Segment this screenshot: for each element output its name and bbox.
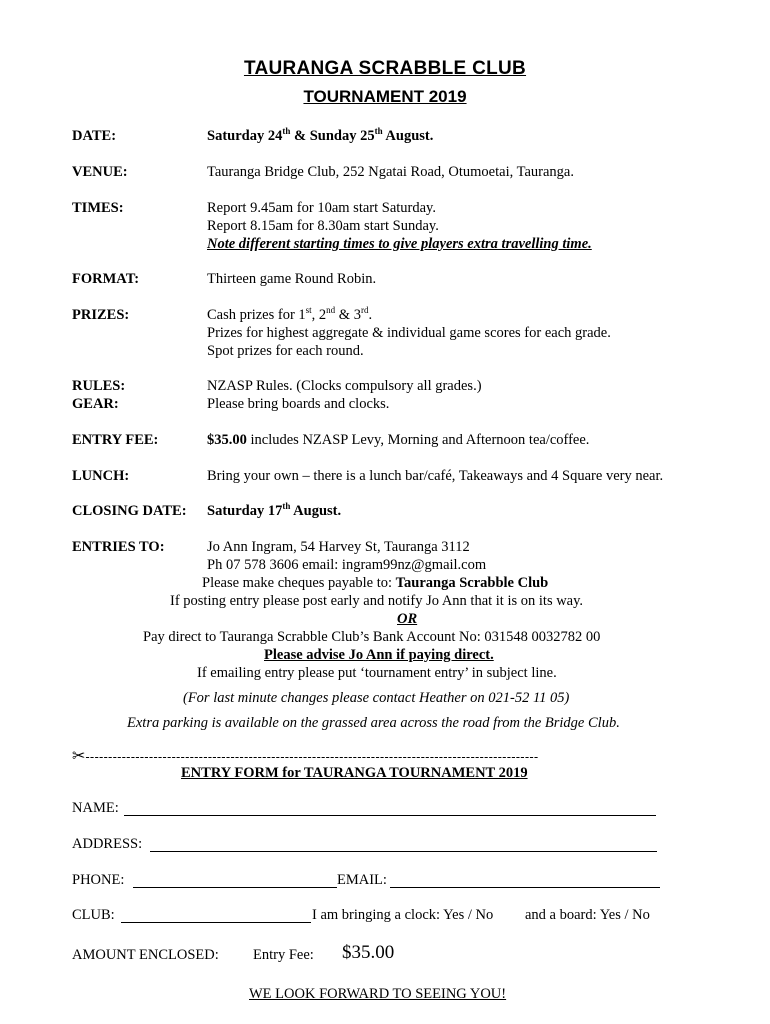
- entries-contact: Ph 07 578 3606 email: ingram99nz@gmail.com: [207, 557, 487, 573]
- date-value: Saturday 24th & Sunday 25th August.: [207, 126, 434, 144]
- advise-line: Please advise Jo Ann if paying direct.: [264, 647, 494, 663]
- closing-date-label: CLOSING DATE:: [72, 503, 187, 519]
- times-label: TIMES:: [72, 200, 124, 216]
- lunch-value: Bring your own – there is a lunch bar/café, Takeaways and 4 Square very near.: [207, 468, 664, 484]
- cut-line: [72, 746, 538, 765]
- address-label: ADDRESS:: [72, 836, 143, 852]
- prizes-line2: Prizes for highest aggregate & individual game scores for each grade.: [207, 325, 611, 341]
- name-label: NAME:: [72, 800, 119, 816]
- email-field[interactable]: [390, 887, 660, 888]
- email-label: EMAIL:: [337, 872, 387, 888]
- times-line2: Report 8.15am for 8.30am start Sunday.: [207, 218, 439, 234]
- entry-fee-label: ENTRY FEE:: [72, 432, 159, 448]
- phone-label: PHONE:: [72, 872, 125, 888]
- venue-label: VENUE:: [72, 164, 128, 180]
- closing-message: WE LOOK FORWARD TO SEEING YOU!: [249, 986, 507, 1002]
- lunch-label: LUNCH:: [72, 468, 130, 484]
- club-label: CLUB:: [72, 907, 115, 923]
- address-field[interactable]: [150, 851, 657, 852]
- prizes-line1: Cash prizes for 1st, 2nd & 3rd.: [207, 305, 373, 323]
- amount-enclosed-label: AMOUNT ENCLOSED:: [72, 947, 219, 963]
- rules-value: NZASP Rules. (Clocks compulsory all grades.): [207, 378, 482, 394]
- scissors-icon: ✂: [72, 746, 86, 765]
- board-question: and a board: Yes / No: [525, 907, 650, 923]
- date-label: DATE:: [72, 128, 117, 144]
- rules-label: RULES:: [72, 378, 126, 394]
- dashed-line: ----------------------------------------------------------------------------------------------------: [85, 750, 539, 764]
- name-field[interactable]: [124, 815, 656, 816]
- phone-field[interactable]: [133, 887, 337, 888]
- emailing-line: If emailing entry please put ‘tournament entry’ in subject line.: [197, 665, 557, 681]
- late-changes-note: (For last minute changes please contact Heather on 021-52 11 05): [183, 690, 570, 706]
- entry-form-title: ENTRY FORM for TAURANGA TOURNAMENT 2019: [181, 765, 528, 781]
- document-title: TAURANGA SCRABBLE CLUB: [243, 58, 527, 79]
- entries-address: Jo Ann Ingram, 54 Harvey St, Tauranga 3112: [207, 539, 470, 555]
- club-field[interactable]: [121, 922, 311, 923]
- entry-fee-value: $35.00 includes NZASP Levy, Morning and Afternoon tea/coffee.: [207, 432, 590, 448]
- gear-label: GEAR:: [72, 396, 119, 412]
- times-note: Note different starting times to give players extra travelling time.: [207, 236, 592, 252]
- cheques-line: Please make cheques payable to: Tauranga Scrabble Club: [202, 575, 549, 591]
- parking-note: Extra parking is available on the grassed area across the road from the Bridge Club.: [127, 715, 620, 731]
- entry-fee-form-value: $35.00: [342, 942, 395, 963]
- bank-account-line: Pay direct to Tauranga Scrabble Club’s Bank Account No: 031548 0032782 00: [143, 629, 601, 645]
- venue-value: Tauranga Bridge Club, 252 Ngatai Road, Otumoetai, Tauranga.: [207, 164, 574, 180]
- gear-value: Please bring boards and clocks.: [207, 396, 390, 412]
- entry-fee-form-label: Entry Fee:: [253, 947, 314, 963]
- format-label: FORMAT:: [72, 271, 140, 287]
- posting-line: If posting entry please post early and notify Jo Ann that it is on its way.: [170, 593, 584, 609]
- closing-date-value: Saturday 17th August.: [207, 501, 342, 519]
- document-subtitle: TOURNAMENT 2019: [303, 87, 467, 106]
- clock-question: I am bringing a clock: Yes / No: [312, 907, 494, 923]
- prizes-line3: Spot prizes for each round.: [207, 343, 364, 359]
- times-line1: Report 9.45am for 10am start Saturday.: [207, 200, 436, 216]
- format-value: Thirteen game Round Robin.: [207, 271, 377, 287]
- prizes-label: PRIZES:: [72, 307, 130, 323]
- entries-label: ENTRIES TO:: [72, 539, 165, 555]
- or-separator: OR: [397, 611, 418, 627]
